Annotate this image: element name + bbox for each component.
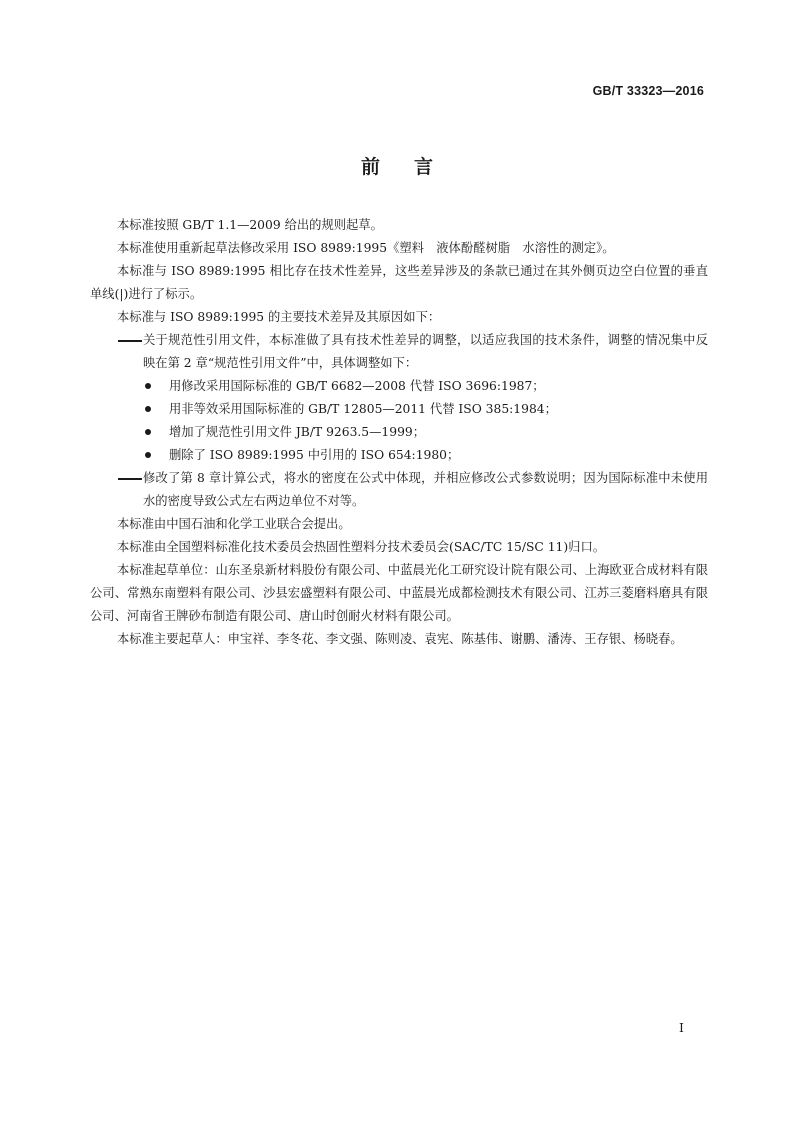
bullet-item	[90, 398, 708, 421]
difference-item-formula	[90, 467, 708, 513]
bullet-dot-icon	[145, 383, 151, 389]
bullet-text: 用非等效采用国际标准的 GB/T 12805—2011 代替 ISO 385:1984；	[169, 402, 557, 416]
paragraph-technical-committee: 本标准由全国塑料标准化技术委员会热固性塑料分技术委员会(SAC/TC 15/SC 11)归口。	[117, 540, 606, 554]
bullet-text: 增加了规范性引用文件 JB/T 9263.5—1999；	[169, 425, 426, 439]
bullet-text: 删除了 ISO 8989:1995 中引用的 ISO 654:1980；	[169, 448, 460, 462]
bullet-item	[90, 444, 708, 467]
foreword-body	[90, 214, 708, 651]
standard-code: GB/T 33323—2016	[592, 84, 704, 98]
page-number: I	[679, 1020, 684, 1035]
difference-text: 关于规范性引用文件，本标准做了具有技术性差异的调整，以适应我国的技术条件，调整的情况集中反映在第 2 章“规范性引用文件”中，具体调整如下：	[143, 333, 708, 370]
paragraph-technical-differences: 本标准与 ISO 8989:1995 相比存在技术性差异，这些差异涉及的条款已通过在其外侧页边空白位置的垂直单线(|)进行了标示。	[90, 264, 708, 301]
paragraph-proposer: 本标准由中国石油和化学工业联合会提出。	[117, 517, 351, 531]
paragraph-main-differences-intro: 本标准与 ISO 8989:1995 的主要技术差异及其原因如下：	[117, 310, 441, 324]
difference-item-references	[90, 329, 708, 375]
paragraph-drafters: 本标准主要起草人：申宝祥、李冬花、李文强、陈则凌、袁宪、陈基伟、谢鹏、潘涛、王存银、杨晓春。	[117, 632, 683, 646]
bullet-item	[90, 375, 708, 398]
bullet-dot-icon	[145, 406, 151, 412]
bullet-text: 用修改采用国际标准的 GB/T 6682—2008 代替 ISO 3696:1987；	[169, 379, 545, 393]
paragraph-drafting-organizations: 本标准起草单位：山东圣泉新材料股份有限公司、中蓝晨光化工研究设计院有限公司、上海欧亚合成材料有限公司、常熟东南塑料有限公司、沙县宏盛塑料有限公司、中蓝晨光成都检测技术有限公司、江苏三菱磨料磨具有限公司、河南省王牌砂布制造有限公司、唐山时创耐火材料有限公司。	[90, 563, 708, 623]
bullet-item	[90, 421, 708, 444]
bullet-dot-icon	[145, 429, 151, 435]
paragraph-drafting-rules: 本标准按照 GB/T 1.1—2009 给出的规则起草。	[117, 218, 383, 232]
difference-text: 修改了第 8 章计算公式，将水的密度在公式中体现，并相应修改公式参数说明；因为国际标准中未使用水的密度导致公式左右两边单位不对等。	[143, 471, 708, 508]
bullet-dot-icon	[145, 452, 151, 458]
paragraph-adoption-method: 本标准使用重新起草法修改采用 ISO 8989:1995《塑料 液体酚醛树脂 水溶性的测定》。	[117, 241, 615, 255]
page-title: 前言	[360, 156, 467, 178]
